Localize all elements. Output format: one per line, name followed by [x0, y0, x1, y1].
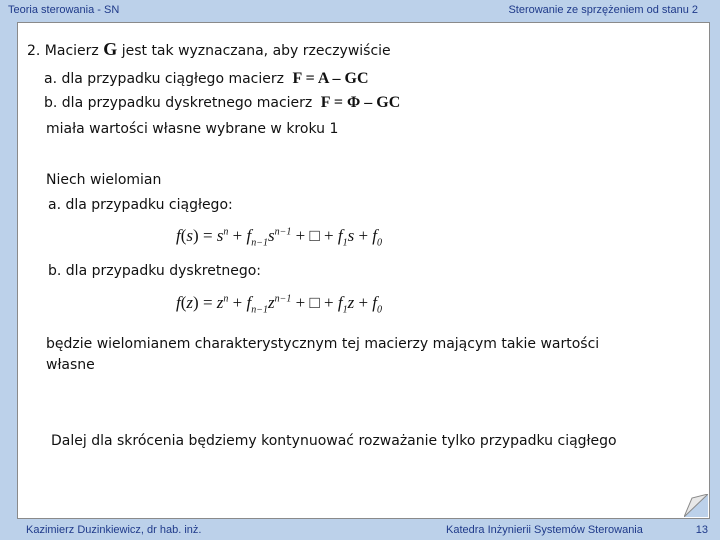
footer-department: Katedra Inżynierii Systemów Sterowania — [446, 524, 643, 536]
header-right-title: Sterowanie ze sprzężeniem od stanu 2 — [508, 4, 698, 16]
discrete-label: b. dla przypadku dyskretnego: — [48, 263, 262, 279]
niech-line: Niech wielomian — [46, 172, 162, 188]
paragraph-matrix-g — [27, 39, 391, 60]
characteristic-paragraph-line1: będzie wielomianem charakterystycznym tej macierzy mającym takie wartości — [46, 336, 600, 352]
symbol-g: G — [103, 39, 118, 59]
discrete-polynomial: $f(z) = z^n + f_{n-1}z^{n-1}$ + □ + $f_1z + f_0$ — [176, 293, 383, 316]
slide-page — [17, 22, 710, 519]
p1-prefix: 2. Macierz — [27, 43, 99, 59]
item-b — [44, 94, 400, 112]
formula-f-discrete: F = Φ – GC — [320, 94, 401, 111]
formula-f-continuous: F = A – GC — [292, 70, 369, 87]
item-a-text: a. dla przypadku ciągłego macierz — [44, 71, 284, 87]
eigenvalues-line: miała wartości własne wybrane w kroku 1 — [46, 121, 339, 137]
continuation-note: Dalej dla skrócenia będziemy kontynuować rozważanie tylko przypadku ciągłego — [51, 433, 617, 449]
header-left-title: Teoria sterowania - SN — [8, 4, 120, 16]
item-a — [44, 70, 369, 88]
continuous-label: a. dla przypadku ciągłego: — [48, 197, 233, 213]
page-curl-icon — [684, 494, 708, 517]
continuous-polynomial: $f(s) = s^n + f_{n-1}s^{n-1}$ + □ + $f_1s + f_0$ — [176, 226, 383, 249]
characteristic-paragraph-line2: własne — [46, 357, 95, 373]
item-b-text: b. dla przypadku dyskretnego macierz — [44, 95, 313, 111]
page-number: 13 — [695, 524, 708, 536]
p1-suffix: jest tak wyznaczana, aby rzeczywiście — [121, 43, 391, 59]
footer-author: Kazimierz Duzinkiewicz, dr hab. inż. — [26, 524, 202, 536]
